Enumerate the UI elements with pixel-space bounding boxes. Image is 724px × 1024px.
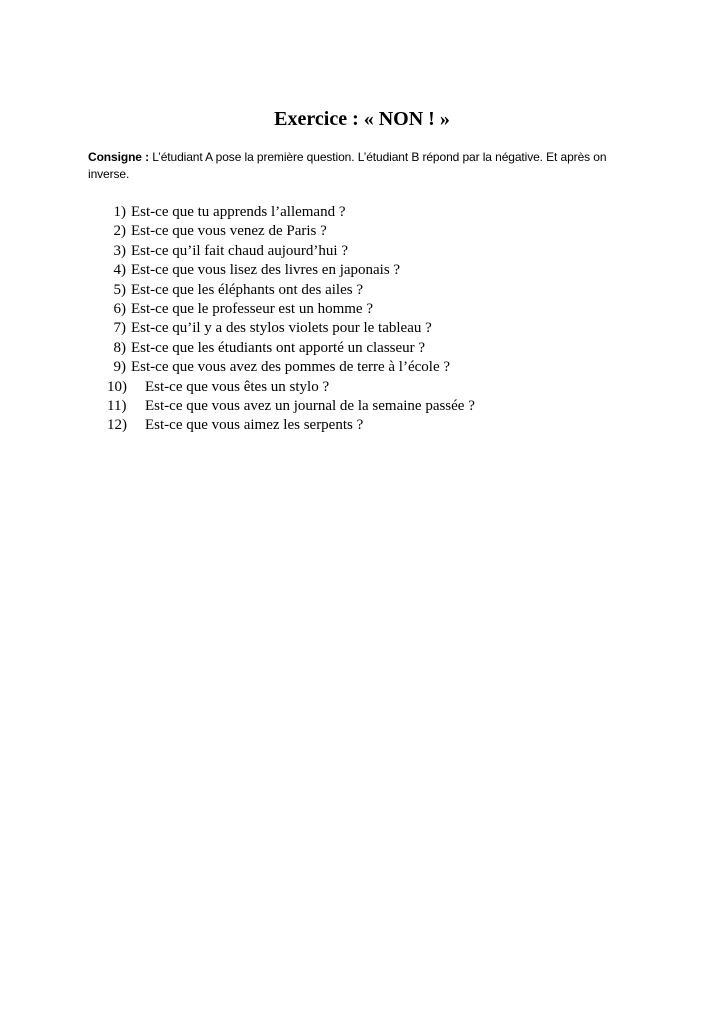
instruction-paragraph <box>88 149 648 183</box>
question-item <box>107 339 450 358</box>
question-item <box>107 319 450 338</box>
question-text: Est-ce que les étudiants ont apporté un classeur ? <box>131 339 426 356</box>
question-item <box>107 397 475 416</box>
question-number: 1) <box>113 204 126 220</box>
question-number: 8) <box>113 339 126 356</box>
question-number: 10) <box>107 378 127 395</box>
question-text: Est-ce qu’il y a des stylos violets pour le tableau ? <box>131 320 432 337</box>
question-text: Est-ce que vous aimez les serpents ? <box>145 417 364 434</box>
instruction-text: L’étudiant A pose la première question. L’étudiant B répond par la négative. Et après on inverse. <box>88 150 607 181</box>
question-text: Est-ce que vous avez des pommes de terre à l’école ? <box>131 359 451 376</box>
instruction-label: Consigne : <box>88 150 149 164</box>
question-number: 7) <box>113 320 126 337</box>
question-text: Est-ce que vous êtes un stylo ? <box>145 378 330 395</box>
question-text: Est-ce qu’il fait chaud aujourd’hui ? <box>131 242 349 259</box>
question-number: 9) <box>113 359 126 376</box>
question-item <box>107 222 450 241</box>
question-number: 3) <box>113 242 126 259</box>
question-number: 12) <box>107 417 127 434</box>
question-text: Est-ce que le professeur est un homme ? <box>131 300 373 317</box>
question-number: 11) <box>107 397 127 414</box>
question-item <box>107 416 450 435</box>
question-item <box>107 261 450 280</box>
question-item <box>107 378 450 397</box>
question-item <box>107 281 450 300</box>
question-text: Est-ce que vous venez de Paris ? <box>131 223 327 240</box>
question-number: 2) <box>113 223 126 240</box>
question-text: Est-ce que vous lisez des livres en japonais ? <box>131 262 401 279</box>
question-text: Est-ce que tu apprends l’allemand ? <box>131 204 346 220</box>
question-item <box>107 300 450 319</box>
question-number: 5) <box>113 281 126 298</box>
question-item <box>107 358 450 377</box>
question-number: 4) <box>113 262 126 279</box>
question-text: Est-ce que les éléphants ont des ailes ? <box>131 281 364 298</box>
question-item <box>107 203 450 222</box>
question-number: 6) <box>113 300 126 317</box>
question-list <box>107 203 475 436</box>
question-item <box>107 242 450 261</box>
question-text: Est-ce que vous avez un journal de la semaine passée ? <box>145 397 475 414</box>
exercise-title: Exercice : « NON ! » <box>274 108 450 130</box>
